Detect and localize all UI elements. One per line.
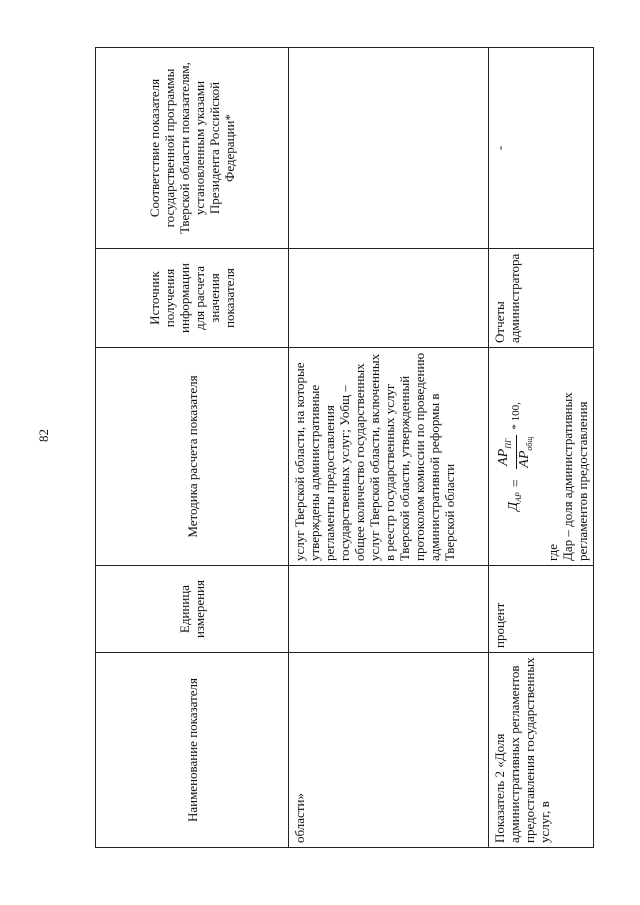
indicator-table [95, 47, 594, 848]
table-row [489, 48, 594, 848]
header-unit: Единица измерения [96, 566, 289, 653]
formula-eq: = [508, 478, 524, 489]
row1-method: услуг Тверской области, на которые утверждены административные регламенты предоставления государственных услуг; Уобщ – общее количество государственных услуг Тверской области, включенных в реестр государственных услуг Тверской области, утвержденный протоколом комиссии по проведению административной реформы в Тверской области [289, 348, 489, 566]
header-source: Источник получения информации для расчета значения показателя [96, 249, 289, 348]
header-name: Наименование показателя [96, 653, 289, 848]
formula-tail: * 100, [509, 402, 522, 430]
rotated-table-wrapper [95, 48, 590, 848]
row1-source [289, 249, 489, 348]
formula-fraction [496, 434, 537, 471]
row2-method-text: Дар – доля административных регламентов предоставления [559, 392, 590, 561]
row2-source: Отчеты администратора [489, 249, 594, 348]
page-number: 82 [36, 429, 51, 442]
row1-compliance [289, 48, 489, 249]
formula-lhs: $Д_{АР}$ [506, 492, 524, 511]
row2-name: Показатель 2 «Доля административных регламентов предоставления государственных услуг, в [489, 653, 594, 848]
row2-compliance: - [489, 48, 594, 249]
row1-name: области» [289, 653, 489, 848]
row2-method-where: где [544, 543, 560, 561]
row2-unit: процент [489, 566, 594, 653]
formula [496, 352, 537, 561]
formula-denominator: $АР_{общ}$ [516, 436, 534, 468]
header-compliance: Соответствие показателя государственной программы Тверской области показателям, установленным указами Президента Российской Федерации* [96, 48, 289, 249]
header-row [96, 48, 289, 848]
formula-numerator: $АР_{ПГ}$ [496, 435, 517, 468]
table-row [289, 48, 489, 848]
row2-method [489, 348, 594, 566]
row1-unit [289, 566, 489, 653]
header-method: Методика расчета показателя [96, 348, 289, 566]
